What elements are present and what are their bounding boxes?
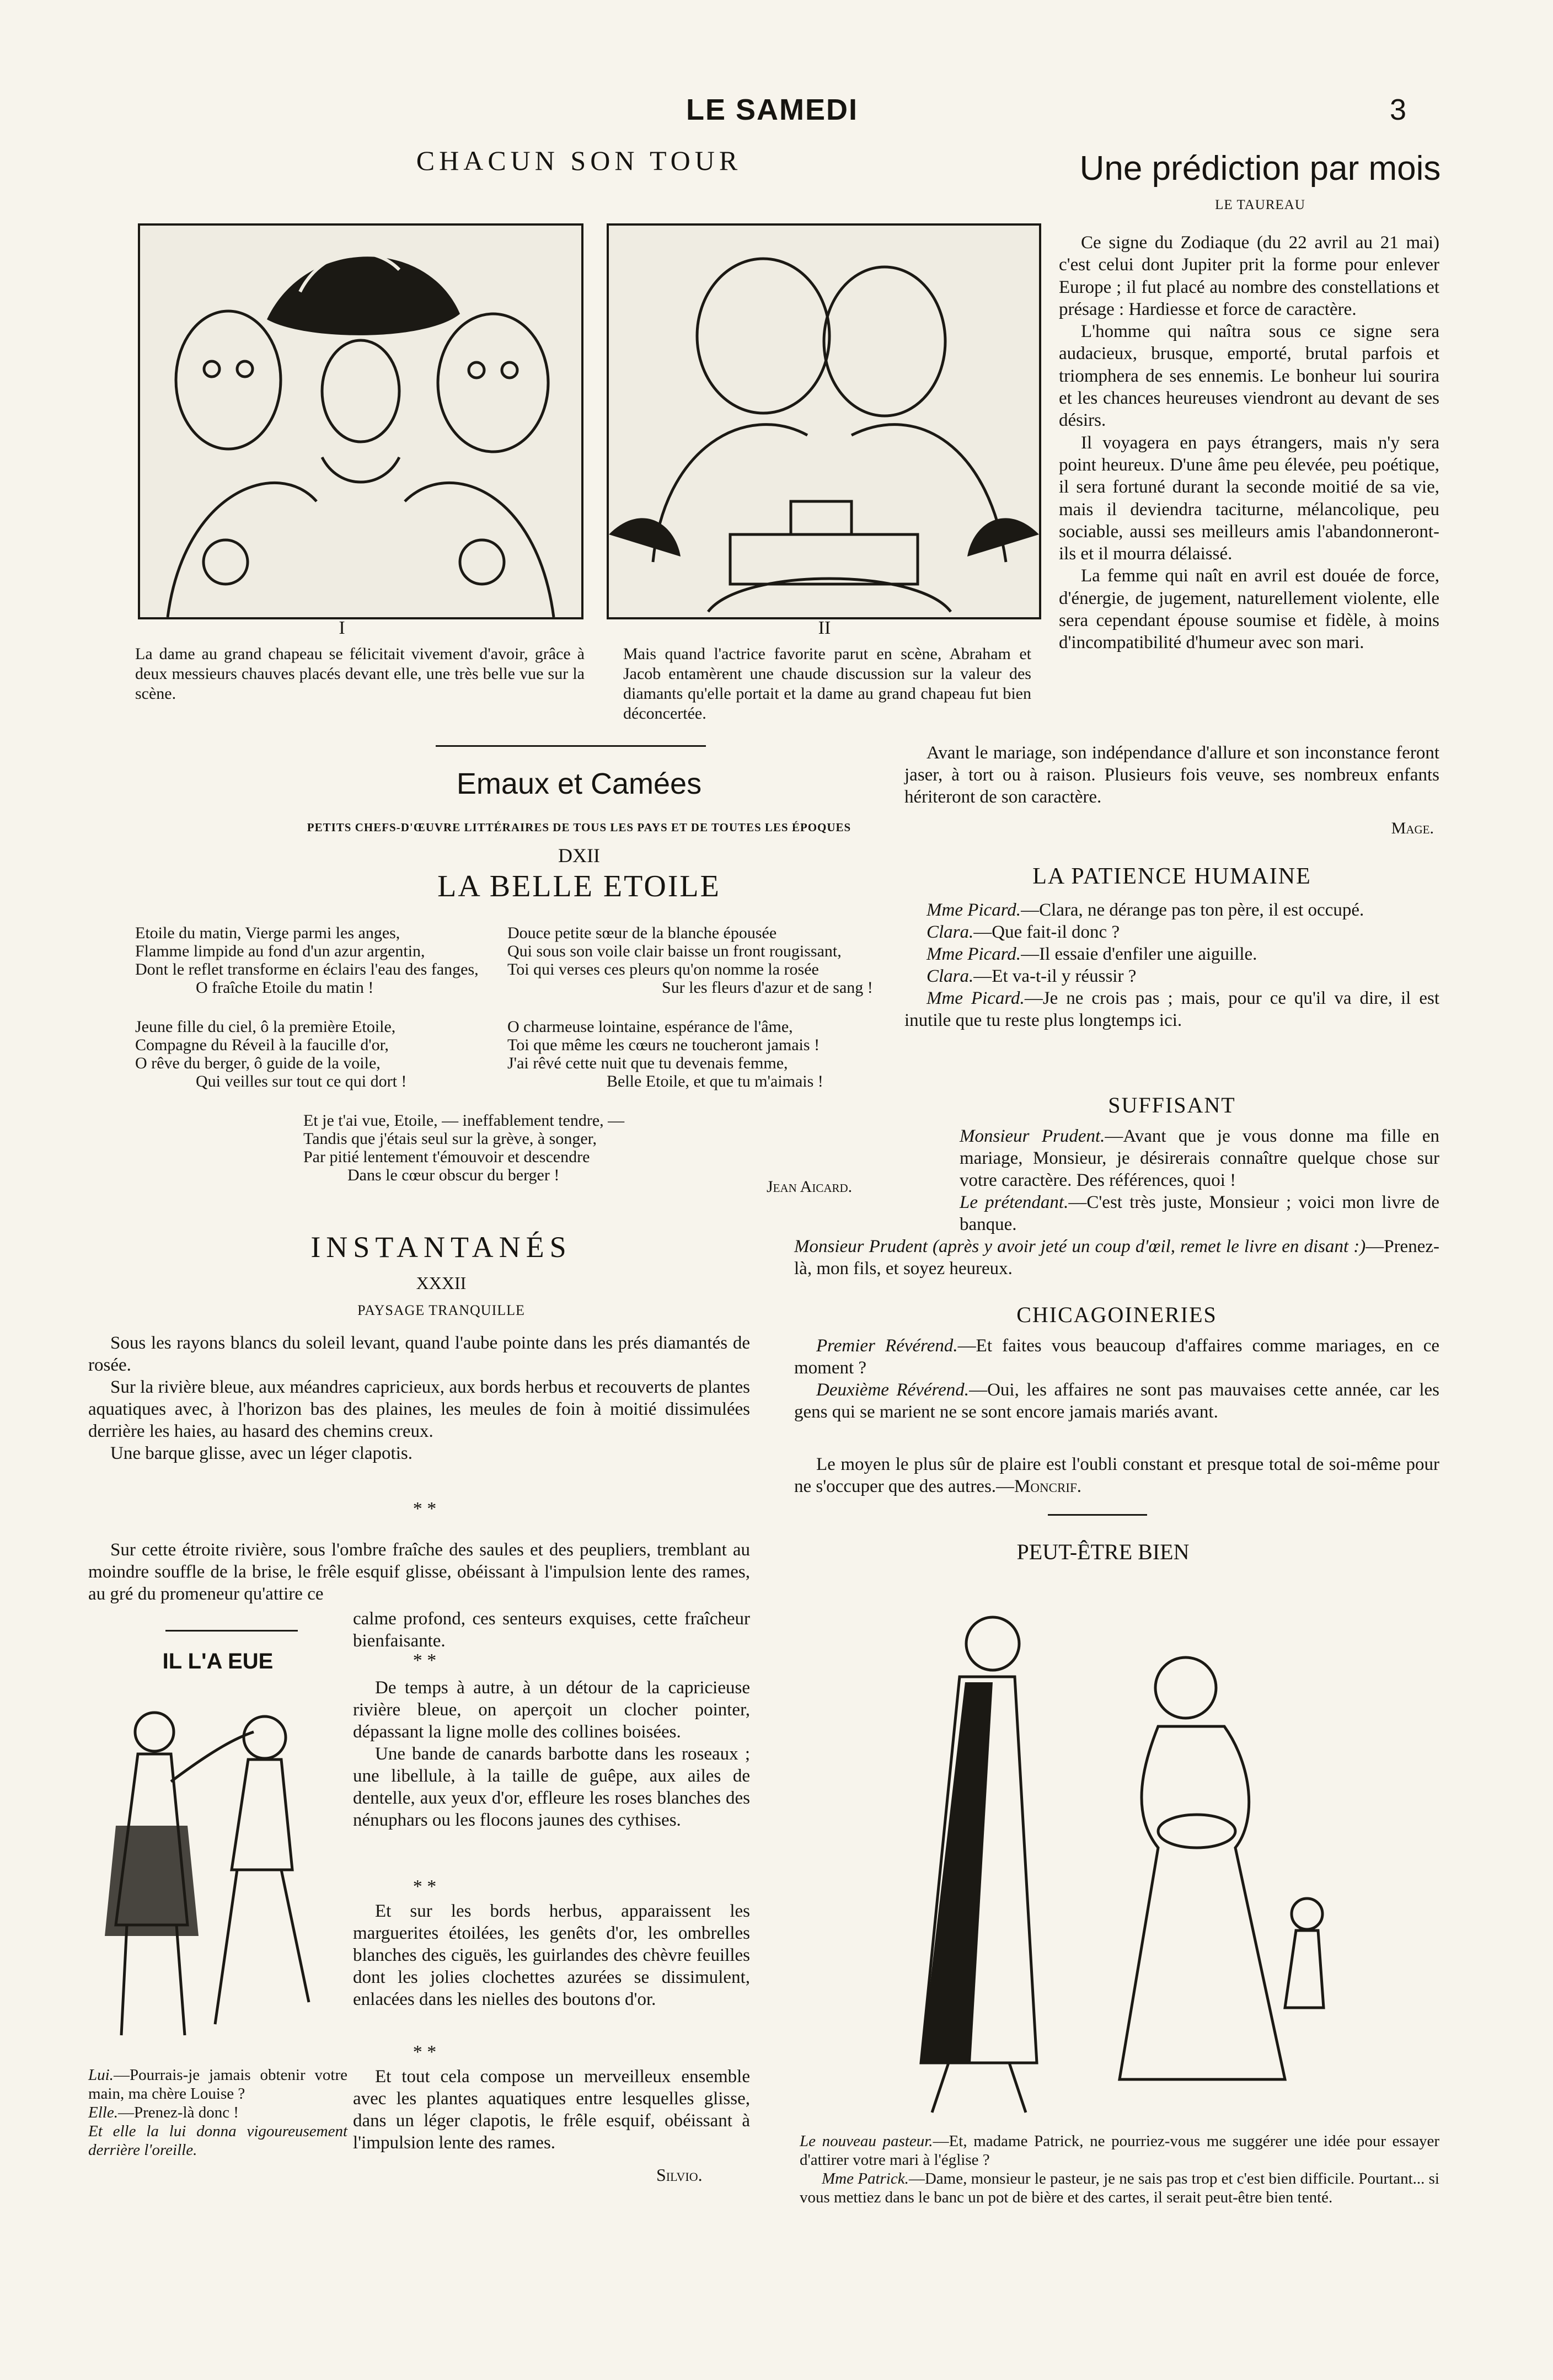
paragraph: calme profond, ces senteurs exquises, cette fraîcheur bienfaisante. — [353, 1609, 750, 1651]
peutetre-caption — [800, 2132, 1439, 2207]
speaker: Mme Picard. — [927, 900, 1021, 920]
poem-line: Tandis que j'étais seul sur la grève, à songer, — [303, 1130, 597, 1148]
chacun-panel-1-caption: La dame au grand chapeau se félicitait vivement d'avoir, grâce à deux messieurs chauves placés devant elle, une très belle vue sur la scène. — [135, 645, 585, 703]
line: —Il essaie d'enfiler une aiguille. — [1021, 944, 1257, 964]
note: Et elle la lui donna vigoureusement derrière l'oreille. — [88, 2122, 347, 2159]
masthead-title: LE SAMEDI — [686, 93, 859, 126]
line: —Avant que je vous donne ma fille en mariage, Monsieur, je désirerais connaître quelque chose sur votre caractère. Des références, quoi ! — [960, 1126, 1439, 1190]
line: —Prenez-là, mon fils, et soyez heureux. — [794, 1237, 1439, 1279]
poem-stanza-5 — [303, 1111, 745, 1184]
men-and-lady-icon — [140, 226, 581, 617]
suffisant-title: SUFFISANT — [1108, 1093, 1236, 1117]
emaux-subtitle: PETITS CHEFS-D'ŒUVRE LITTÉRAIRES DE TOUS LES PAYS ET DE TOUTES LES ÉPOQUES — [307, 821, 852, 834]
chacun-title: CHACUN SON TOUR — [416, 145, 742, 176]
poem-line: Toi qui verses ces pleurs qu'on nomme la rosée — [507, 960, 819, 978]
speaker: Mme Patrick. — [822, 2170, 909, 2188]
line: —Que fait-il donc ? — [973, 922, 1120, 942]
speaker: Monsieur Prudent. — [960, 1126, 1105, 1146]
poem-line: Compagne du Réveil à la faucille d'or, — [135, 1036, 389, 1054]
prediction-paragraph: Il voyagera en pays étrangers, mais n'y sera point heureux. D'une âme peu élevée, peu poétique, il sera fortuné durant la seconde moitié de sa vie, mais il deviendra taciturne, mélancolique, peu sociable, aussi ses meilleurs amis l'abandonneront-ils et il mourra délaissé. — [1059, 432, 1439, 564]
poem-line: Qui veilles sur tout ce qui dort ! — [196, 1072, 407, 1090]
divider — [165, 1630, 298, 1632]
instantanes-intro — [88, 1332, 750, 1464]
prediction-paragraph-last: Avant le mariage, son indépendance d'allure et son inconstance feront jaser, à tort ou à raison. Plusieurs fois veuve, ses nombreux enfants hériteront de son caractère. — [904, 743, 1439, 807]
poem-line: Par pitié lentement t'émouvoir et descendre — [303, 1148, 590, 1166]
page-number: 3 — [1390, 93, 1407, 126]
divider — [436, 745, 706, 747]
speaker: Monsieur Prudent (après y avoir jeté un coup d'œil, remet le livre en disant :) — [794, 1237, 1366, 1256]
chicagoineries-title: CHICAGOINERIES — [1016, 1302, 1217, 1327]
prediction-paragraph: La femme qui naît en avril est douée de force, d'énergie, de jugement, naturellement violente, elle sera cependant épouse soumise et fidèle, à moins d'incompatibilité d'humeur avec son mari. — [1059, 566, 1439, 653]
chicagoineries-dialogue — [794, 1335, 1439, 1423]
poem-line: Sur les fleurs d'azur et de sang ! — [662, 978, 873, 997]
suffisant-dialogue — [794, 1125, 1439, 1280]
ilaeue-illustration — [94, 1693, 331, 2057]
chacun-panel-1-numeral: I — [339, 618, 345, 638]
paragraph: Et sur les bords herbus, apparaissent les marguerites étoilées, les genêts d'or, les ombrelles blanches des ciguës, les guirlandes des chèvre feuilles dont les jolies clochettes azurées se dissimulent, enlacées dans les nielles des boutons d'or. — [353, 1901, 750, 2009]
line: —Je ne crois pas ; mais, pour ce qu'il va dire, il est inutile que tu reste plus longtemps ici. — [904, 988, 1440, 1030]
prediction-subtitle: LE TAUREAU — [1215, 197, 1305, 212]
poem-stanza-3 — [507, 924, 949, 997]
maxim-author: —Moncrif. — [996, 1477, 1081, 1496]
speaker: Le prétendant. — [960, 1192, 1069, 1212]
chacun-panel-2-illustration — [607, 223, 1041, 619]
stars-separator: * * — [413, 1499, 437, 1519]
patience-dialogue — [904, 899, 1439, 1031]
instantanes-subtitle: PAYSAGE TRANQUILLE — [357, 1302, 525, 1318]
line: —Et va-t-il y réussir ? — [973, 966, 1137, 986]
poem-line: J'ai rêvé cette nuit que tu devenais femme, — [507, 1054, 788, 1072]
couple-slap-icon — [94, 1693, 331, 2057]
speaker: Elle. — [88, 2104, 118, 2121]
poem-line: Qui sous son voile clair baisse un front rougissant, — [507, 942, 842, 960]
line: —Dame, monsieur le pasteur, je ne sais pas trop et c'est bien difficile. Pourtant... si vous mettiez dans le banc un pot de bière et des cartes, il serait peut-être bien tenté. — [800, 2170, 1439, 2206]
maxim — [794, 1453, 1439, 1497]
stars-separator: * * — [413, 1876, 437, 1897]
peutetre-title: PEUT-ÊTRE BIEN — [1016, 1539, 1190, 1564]
paragraph: Sur la rivière bleue, aux méandres capricieux, aux bords herbus et recouverts de plantes aquatiques avec, à l'horizon bas des plaines, les meules de foin à moitié dissimulées derrière les haies, au hasard des chemins creux. — [88, 1377, 750, 1441]
emaux-number: DXII — [558, 844, 600, 867]
paragraph: Une bande de canards barbotte dans les roseaux ; une libellule, à la taille de guêpe, aux ailes de dentelle, aux yeux d'or, effleure les roses blanches des nénuphars ou les flocons jaunes des cythises. — [353, 1744, 750, 1830]
ilaeue-caption — [88, 2066, 347, 2159]
poem-line: Et je t'ai vue, Etoile, — ineffablement tendre, — — [303, 1111, 625, 1130]
poem-line: Jeune fille du ciel, ô la première Etoile, — [135, 1018, 396, 1036]
instantanes-title: INSTANTANÉS — [310, 1231, 572, 1264]
line: —Et faites vous beaucoup d'affaires comme mariages, en ce moment ? — [794, 1336, 1439, 1378]
paragraph: Sous les rayons blancs du soleil levant, quand l'aube pointe dans les prés diamantés de rosée. — [88, 1333, 750, 1375]
chacun-panel-1-illustration — [138, 223, 583, 619]
paragraph: Une barque glisse, avec un léger clapotis. — [110, 1443, 413, 1463]
poem-line: Toi que même les cœurs ne toucheront jamais ! — [507, 1036, 820, 1054]
line: —Oui, les affaires ne sont pas mauvaises cette année, car les gens qui se marient ne se sont encore jamais mariés avant. — [794, 1380, 1439, 1422]
stars-separator: * * — [413, 1650, 437, 1671]
chacun-panel-2-caption: Mais quand l'actrice favorite parut en scène, Abraham et Jacob entamèrent une chaude discussion sur la valeur des diamants qu'elle portait et la dame au grand chapeau fut bien déconcertée. — [623, 645, 1031, 723]
divider — [1048, 1514, 1147, 1516]
peutetre-illustration — [827, 1589, 1434, 2124]
poem-line: O rêve du berger, ô guide de la voile, — [135, 1054, 381, 1072]
instantanes-column — [353, 1677, 750, 1831]
line: —Et, madame Patrick, ne pourriez-vous me suggérer une idée pour essayer d'attirer votre mari à l'église ? — [800, 2132, 1439, 2169]
prediction-signature: Mage. — [1391, 819, 1434, 837]
stars-separator: * * — [413, 2042, 437, 2062]
poem-line: Belle Etoile, et que tu m'aimais ! — [607, 1072, 823, 1090]
patience-title: LA PATIENCE HUMAINE — [1032, 864, 1311, 889]
instantanes-author: Silvio. — [656, 2165, 703, 2185]
pastor-and-woman-icon — [827, 1589, 1434, 2124]
line: —Pourrais-je jamais obtenir votre main, ma chère Louise ? — [88, 2066, 347, 2103]
poem-author: Jean Aicard. — [767, 1178, 853, 1196]
speaker: Premier Révérend. — [816, 1336, 958, 1356]
line: —Clara, ne dérange pas ton père, il est occupé. — [1021, 900, 1364, 920]
men-discussing-icon — [609, 226, 1039, 617]
paragraph: De temps à autre, à un détour de la capricieuse rivière bleue, on aperçoit un clocher pointer, dépassant la ligne molle des collines boisées. — [353, 1678, 750, 1742]
poem-line: Flamme limpide au fond d'un azur argentin, — [135, 942, 425, 960]
poem-line: O fraîche Etoile du matin ! — [196, 978, 374, 997]
poem-line: Dont le reflet transforme en éclairs l'eau des fanges, — [135, 960, 479, 978]
speaker: Lui. — [88, 2066, 114, 2084]
paragraph: Et tout cela compose un merveilleux ensemble avec les plantes aquatiques entre lesquelles glisse, dans un léger clapotis, le frêle esquif, obéissant à l'impulsion lente des rames. — [353, 2067, 750, 2153]
line: —Prenez-là donc ! — [117, 2104, 239, 2121]
poem-stanza-4 — [507, 1018, 949, 1090]
speaker: Le nouveau pasteur. — [800, 2132, 933, 2150]
poem-line: Dans le cœur obscur du berger ! — [347, 1166, 560, 1184]
paragraph: Sur cette étroite rivière, sous l'ombre fraîche des saules et des peupliers, tremblant au moindre souffle de la brise, le frêle esquif glisse, obéissant à l'impulsion lente des rames, au gré du promeneur qu'attire ce — [88, 1540, 750, 1604]
ilaeue-title: IL L'A EUE — [162, 1649, 274, 1673]
speaker: Mme Picard. — [927, 988, 1025, 1008]
emaux-title: Emaux et Camées — [456, 767, 702, 800]
poem-line: Etoile du matin, Vierge parmi les anges, — [135, 924, 400, 942]
speaker: Clara. — [927, 966, 974, 986]
poem-line: Douce petite sœur de la blanche épousée — [507, 924, 777, 942]
poem-line: O charmeuse lointaine, espérance de l'âme, — [507, 1018, 793, 1036]
speaker: Clara. — [927, 922, 974, 942]
instantanes-number: XXXII — [416, 1273, 467, 1293]
prediction-text — [1059, 232, 1439, 654]
prediction-title: Une prédiction par mois — [1079, 149, 1441, 188]
line: —C'est très juste, Monsieur ; voici mon livre de banque. — [960, 1192, 1439, 1234]
prediction-paragraph: L'homme qui naîtra sous ce signe sera audacieux, brusque, emporté, brutal parfois et triomphera de ses ennemis. Le bonheur lui sourira et les chances heureuses viendront au devant de ses désirs. — [1059, 322, 1439, 431]
speaker: Mme Picard. — [927, 944, 1021, 964]
speaker: Deuxième Révérend. — [816, 1380, 970, 1400]
prediction-paragraph: Ce signe du Zodiaque (du 22 avril au 21 mai) c'est celui dont Jupiter prit la forme pour enlever Europe ; il fut placé au nombre des constellations et présage : Hardiesse et force de caractère. — [1059, 233, 1439, 319]
maxim-text: Le moyen le plus sûr de plaire est l'oubli constant et presque total de soi-même pour ne s'occuper que des autres. — [794, 1454, 1439, 1496]
chacun-panel-2-numeral: II — [818, 618, 831, 638]
poem-title: LA BELLE ETOILE — [437, 869, 721, 903]
